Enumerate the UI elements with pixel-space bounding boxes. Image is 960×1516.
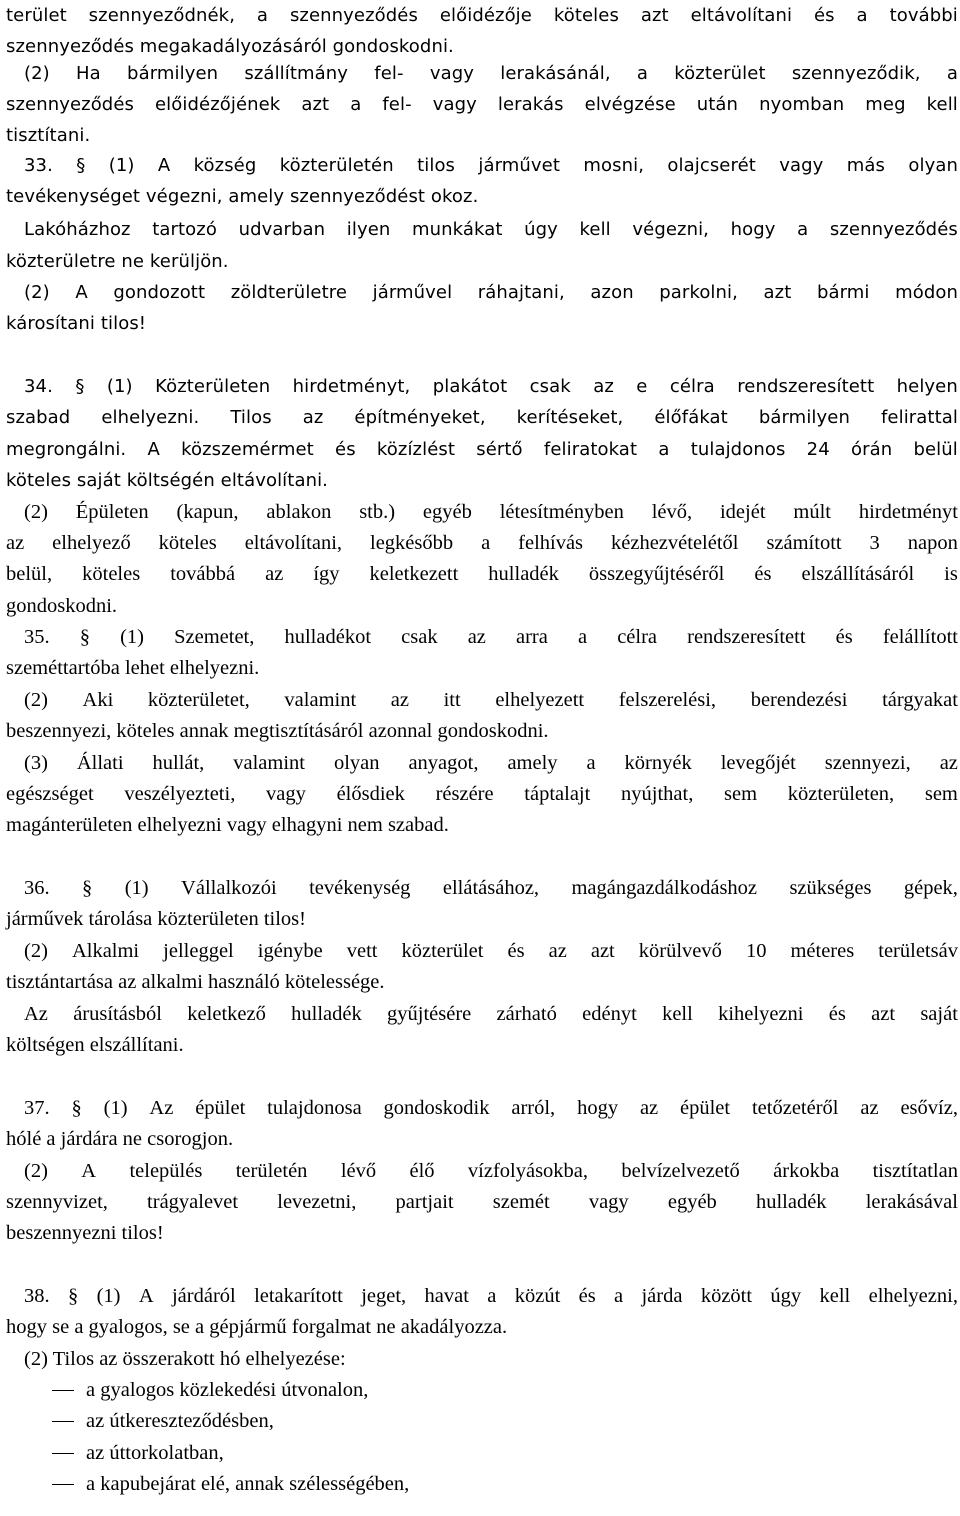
text-line: (2) Ha bármilyen szállítmány fel- vagy lerakásánál, a közterület szennyeződik, a <box>24 63 958 84</box>
text-line: tisztítani. <box>6 125 91 146</box>
text-line: 33. § (1) A község közterületén tilos járművet mosni, olajcserét vagy más olyan <box>24 155 958 176</box>
text-line: gondoskodni. <box>6 595 118 617</box>
text-line: beszennyezi, köteles annak megtisztításáról azonnal gondoskodni. <box>6 720 549 742</box>
text-line: (2) Épületen (kapun, ablakon stb.) egyéb létesítményben lévő, idejét múlt hirdetményt <box>24 501 958 523</box>
list-item-text: a gyalogos közlekedési útvonalon, <box>86 1379 369 1401</box>
list-item <box>6 1469 958 1500</box>
dash-bullet-icon <box>52 1453 74 1454</box>
text-line: szennyeződés megakadályozásáról gondoskodni. <box>6 36 454 57</box>
text-line: beszennyezni tilos! <box>6 1222 164 1244</box>
text-line: szennyvizet, trágyalevet levezetni, partjait szemét vagy egyéb hulladék lerakásával <box>6 1191 958 1213</box>
text-line: egészséget veszélyezteti, vagy élősdiek részére táptalajt nyújthat, sem közterületen, sem <box>6 783 958 805</box>
text-line: (3) Állati hullát, valamint olyan anyagot, amely a környék levegőjét szennyezi, az <box>24 752 958 774</box>
text-line: hogy se a gyalogos, se a gépjármű forgalmat ne akadályozza. <box>6 1316 508 1338</box>
list-item <box>6 1438 958 1469</box>
text-line: (2) Alkalmi jelleggel igénybe vett közterület és az azt körülvevő 10 méteres területsáv <box>24 940 958 962</box>
text-line: megrongálni. A közszemérmet és közízlést sértő feliratokat a tulajdonos 24 órán belül <box>6 439 958 460</box>
text-line: tisztántartása az alkalmi használó kötelessége. <box>6 971 385 993</box>
text-line: hólé a járdára ne csorogjon. <box>6 1128 234 1150</box>
text-line: magánterületen elhelyezni vagy elhagyni nem szabad. <box>6 814 449 836</box>
text-line: köteles saját költségén eltávolítani. <box>6 470 329 491</box>
list-item <box>6 1406 958 1437</box>
text-line: károsítani tilos! <box>6 313 147 334</box>
text-line: költségen elszállítani. <box>6 1034 184 1056</box>
text-line: 35. § (1) Szemetet, hulladékot csak az arra a célra rendszeresített és felállított <box>24 626 958 648</box>
text-line: Lakóházhoz tartozó udvarban ilyen munkákat úgy kell végezni, hogy a szennyeződés <box>24 219 958 240</box>
text-line: (2) A település területén lévő élő vízfolyásokba, belvízelvezető árkokba tisztítatlan <box>24 1160 958 1182</box>
text-line: Az árusításból keletkező hulladék gyűjtésére zárható edényt kell kihelyezni és azt saját <box>24 1003 958 1025</box>
text-line: szeméttartóba lehet elhelyezni. <box>6 657 260 679</box>
text-line: (2) Aki közterületet, valamint az itt elhelyezett felszerelési, berendezési tárgyakat <box>24 689 958 711</box>
list-item-text: a kapubejárat elé, annak szélességében, <box>86 1473 410 1495</box>
text-line: szennyeződés előidézőjének azt a fel- vagy lerakás elvégzése után nyomban meg kell <box>6 94 958 115</box>
text-line: 36. § (1) Vállalkozói tevékenység ellátásához, magángazdálkodáshoz szükséges gépek, <box>24 877 958 899</box>
text-line: járművek tárolása közterületen tilos! <box>6 908 306 930</box>
list-item-text: az útkereszteződésben, <box>86 1410 274 1432</box>
dash-bullet-icon <box>52 1484 74 1485</box>
text-line: tevékenységet végezni, amely szennyeződést okoz. <box>6 186 479 207</box>
text-line: 38. § (1) A járdáról letakarított jeget, havat a közút és a járda között úgy kell elhelyezni, <box>24 1285 958 1307</box>
text-line: közterületre ne kerüljön. <box>6 251 229 272</box>
text-line: 37. § (1) Az épület tulajdonosa gondoskodik arról, hogy az épület tetőzetéről az esővíz, <box>24 1097 958 1119</box>
text-line: szabad elhelyezni. Tilos az építményeket, kerítéseket, élőfákat bármilyen felirattal <box>6 407 958 428</box>
text-line: az elhelyező köteles eltávolítani, legkésőbb a felhívás kézhezvételétől számított 3 napon <box>6 532 958 554</box>
list-item <box>6 1375 958 1406</box>
text-line: terület szennyeződnék, a szennyeződés előidézője köteles azt eltávolítani és a további <box>6 5 958 26</box>
list-item-text: az úttorkolatban, <box>86 1442 224 1464</box>
text-line: (2) A gondozott zöldterületre járművel ráhajtani, azon parkolni, azt bármi módon <box>24 282 958 303</box>
text-line: (2) Tilos az összerakott hó elhelyezése: <box>24 1348 346 1370</box>
dash-bullet-icon <box>52 1421 74 1422</box>
text-line: belül, köteles továbbá az így keletkezett hulladék összegyűjtéséről és elszállításáról is <box>6 563 958 585</box>
dash-bullet-icon <box>52 1390 74 1391</box>
text-line: 34. § (1) Közterületen hirdetményt, plakátot csak az e célra rendszeresített helyen <box>24 376 958 397</box>
